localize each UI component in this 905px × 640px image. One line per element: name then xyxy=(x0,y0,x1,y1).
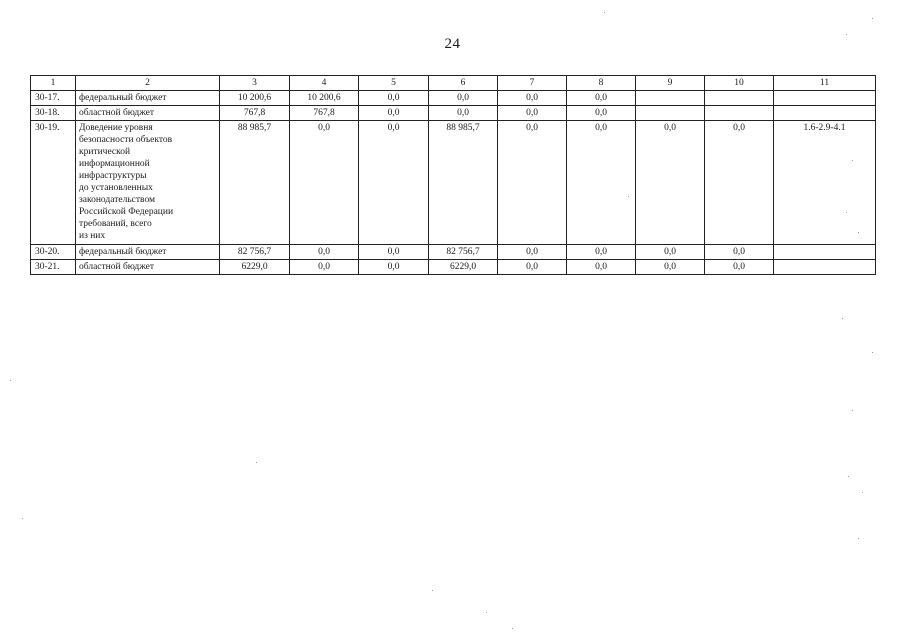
value-cell: 10 200,6 xyxy=(220,91,290,106)
row-number-cell: 30-18. xyxy=(31,106,76,121)
value-cell: 0,0 xyxy=(567,106,636,121)
column-header-3: 3 xyxy=(220,76,290,91)
value-cell: 0,0 xyxy=(567,91,636,106)
value-cell: 0,0 xyxy=(359,260,429,275)
row-name-cell: областной бюджет xyxy=(76,106,220,121)
scan-speck xyxy=(256,462,257,463)
value-cell: 0,0 xyxy=(567,260,636,275)
value-cell: 0,0 xyxy=(705,245,774,260)
row-name-cell: областной бюджет xyxy=(76,260,220,275)
table-row xyxy=(31,106,876,121)
value-cell: 88 985,7 xyxy=(429,121,498,245)
value-cell: 0,0 xyxy=(290,245,359,260)
scan-speck xyxy=(862,492,863,493)
table-header-row xyxy=(31,76,876,91)
value-cell: 0,0 xyxy=(290,121,359,245)
column-header-8: 8 xyxy=(567,76,636,91)
scan-speck xyxy=(858,538,859,539)
value-cell: 0,0 xyxy=(498,91,567,106)
value-cell: 0,0 xyxy=(359,91,429,106)
value-cell xyxy=(705,106,774,121)
value-cell: 0,0 xyxy=(705,260,774,275)
scan-speck xyxy=(848,476,849,477)
indicator-cell xyxy=(774,245,876,260)
table-row xyxy=(31,91,876,106)
value-cell: 88 985,7 xyxy=(220,121,290,245)
value-cell: 0,0 xyxy=(636,121,705,245)
value-cell: 82 756,7 xyxy=(220,245,290,260)
indicator-cell xyxy=(774,260,876,275)
budget-table xyxy=(30,75,876,275)
indicator-cell: 1.6-2.9-4.1 xyxy=(774,121,876,245)
value-cell: 0,0 xyxy=(636,245,705,260)
row-name-cell: федеральный бюджет xyxy=(76,245,220,260)
page-number: 24 xyxy=(444,36,461,52)
scan-speck xyxy=(872,18,873,19)
value-cell xyxy=(705,91,774,106)
value-cell: 10 200,6 xyxy=(290,91,359,106)
scan-speck xyxy=(604,12,605,13)
value-cell: 6229,0 xyxy=(429,260,498,275)
scan-speck xyxy=(628,196,629,197)
column-header-7: 7 xyxy=(498,76,567,91)
scan-speck xyxy=(512,628,513,629)
scan-speck xyxy=(22,518,23,519)
value-cell: 0,0 xyxy=(429,106,498,121)
column-header-10: 10 xyxy=(705,76,774,91)
column-header-4: 4 xyxy=(290,76,359,91)
table-row xyxy=(31,245,876,260)
value-cell: 767,8 xyxy=(290,106,359,121)
column-header-1: 1 xyxy=(31,76,76,91)
indicator-cell xyxy=(774,106,876,121)
column-header-5: 5 xyxy=(359,76,429,91)
scan-speck xyxy=(486,612,487,613)
scan-speck xyxy=(842,318,843,319)
scan-speck xyxy=(852,160,853,161)
value-cell: 0,0 xyxy=(636,260,705,275)
value-cell: 82 756,7 xyxy=(429,245,498,260)
value-cell: 0,0 xyxy=(498,121,567,245)
value-cell: 0,0 xyxy=(359,121,429,245)
value-cell: 0,0 xyxy=(567,245,636,260)
table-row xyxy=(31,121,876,245)
scan-speck xyxy=(872,352,873,353)
row-number-cell: 30-17. xyxy=(31,91,76,106)
value-cell: 0,0 xyxy=(498,260,567,275)
value-cell: 6229,0 xyxy=(220,260,290,275)
value-cell: 0,0 xyxy=(359,106,429,121)
value-cell: 0,0 xyxy=(429,91,498,106)
value-cell: 0,0 xyxy=(290,260,359,275)
row-number-cell: 30-20. xyxy=(31,245,76,260)
value-cell: 0,0 xyxy=(498,245,567,260)
column-header-2: 2 xyxy=(76,76,220,91)
column-header-9: 9 xyxy=(636,76,705,91)
value-cell: 0,0 xyxy=(498,106,567,121)
scan-speck xyxy=(858,232,859,233)
table-row xyxy=(31,260,876,275)
value-cell: 767,8 xyxy=(220,106,290,121)
scan-speck xyxy=(432,590,433,591)
value-cell xyxy=(636,106,705,121)
row-name-cell: Доведение уровня безопасности объектов критической информационной инфраструктуры до установленных законодательством Российской Федерации требований, всего из них xyxy=(76,121,220,245)
scan-speck xyxy=(846,212,847,213)
scan-speck xyxy=(846,34,847,35)
indicator-cell xyxy=(774,91,876,106)
value-cell: 0,0 xyxy=(359,245,429,260)
row-number-cell: 30-19. xyxy=(31,121,76,245)
value-cell: 0,0 xyxy=(567,121,636,245)
scan-speck xyxy=(10,380,11,381)
column-header-6: 6 xyxy=(429,76,498,91)
row-number-cell: 30-21. xyxy=(31,260,76,275)
scan-speck xyxy=(852,410,853,411)
column-header-11: 11 xyxy=(774,76,876,91)
value-cell xyxy=(636,91,705,106)
row-name-cell: федеральный бюджет xyxy=(76,91,220,106)
value-cell: 0,0 xyxy=(705,121,774,245)
